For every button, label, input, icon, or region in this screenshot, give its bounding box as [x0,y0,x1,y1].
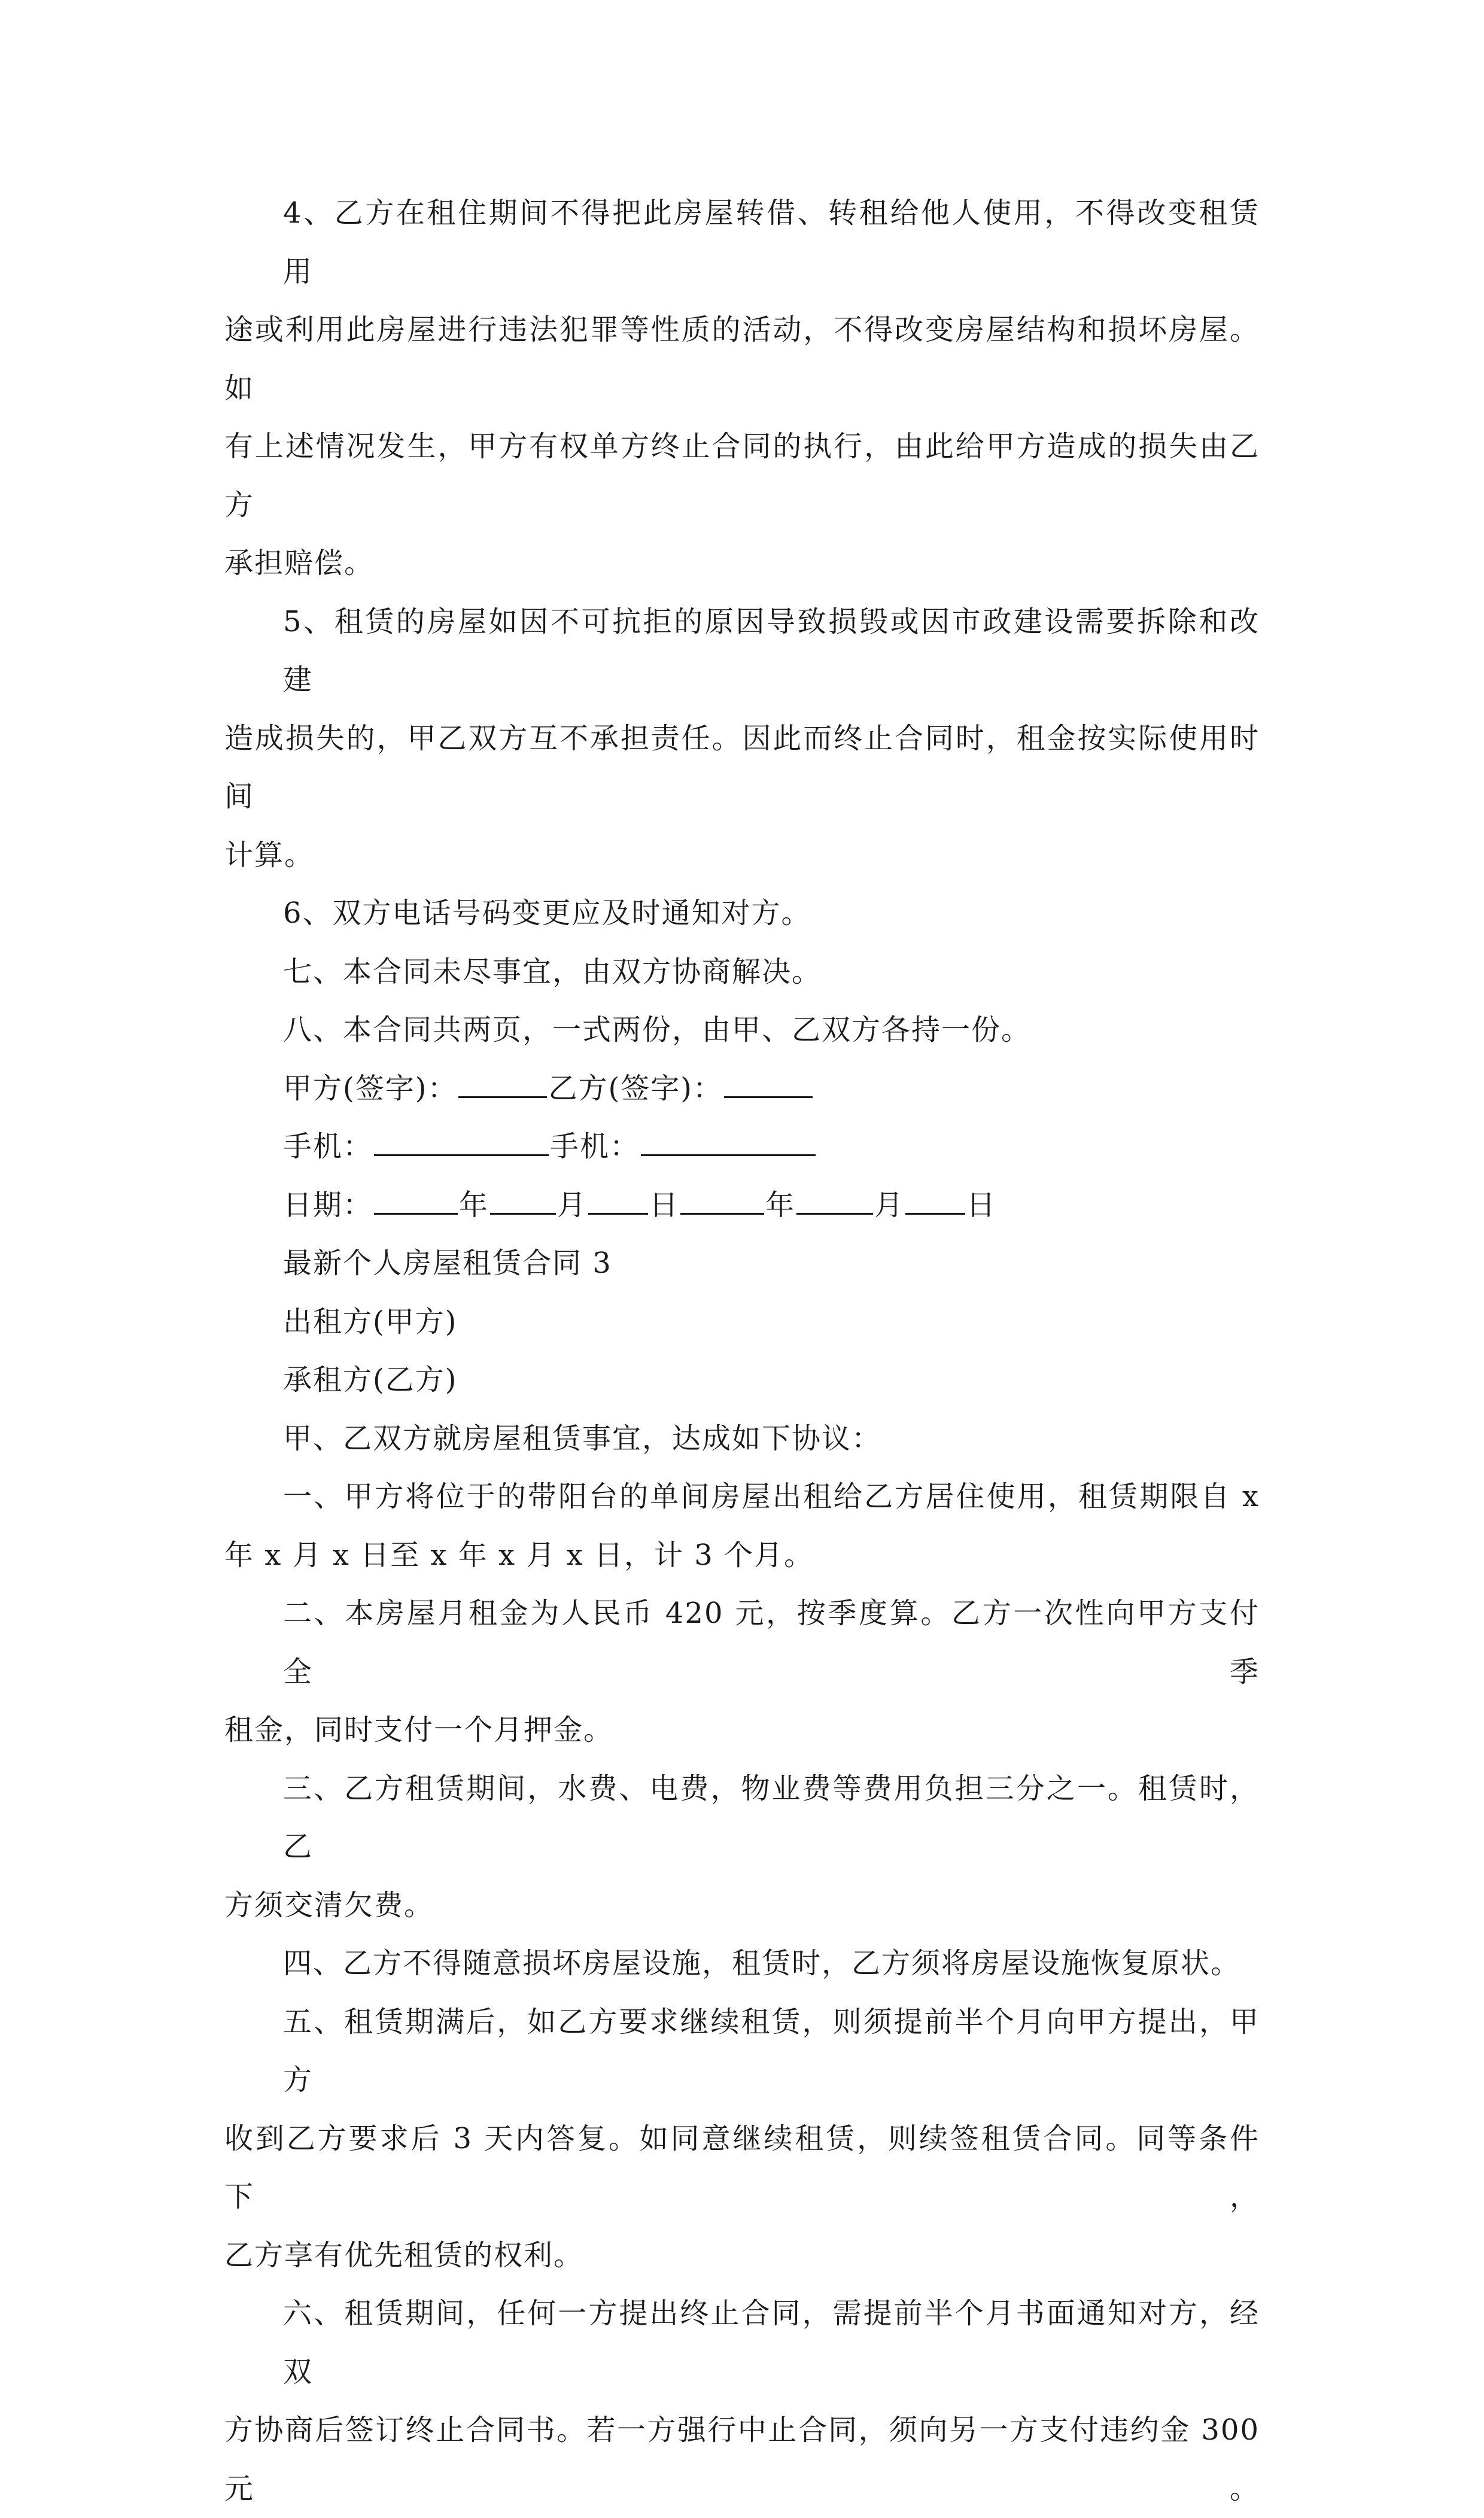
party-a-month-blank[interactable] [490,1189,556,1215]
lessee-label: 承租方(乙方) [283,1363,458,1397]
clause-5 [224,593,1260,885]
party-b-sign-label: 乙方(签字)： [548,1071,723,1105]
contract-3-article-5 [224,1993,1260,2285]
day-label: 日 [649,1188,680,1222]
lessor-label: 出租方(甲方) [283,1304,458,1339]
party-b-phone-label: 手机： [550,1130,640,1163]
contract-3-intro: 甲、乙双方就房屋租赁事宜，达成如下协议： [283,1421,882,1455]
contract-3-article-6 [224,2285,1260,2518]
party-a-phone-blank[interactable] [374,1130,549,1156]
clause-4-line: 有上述情况发生，甲方有权单方终止合同的执行，由此给甲方造成的损失由乙方 [224,430,1260,522]
party-b-year-blank[interactable] [680,1189,764,1215]
article-8: 八、本合同共两页，一式两份，由甲、乙双方各持一份。 [283,1013,1032,1047]
date-line [224,1176,1260,1235]
party-b-phone-blank[interactable] [641,1130,816,1156]
year-label: 年 [459,1188,489,1222]
party-b-day-blank[interactable] [905,1189,965,1215]
article-line: 二、本房屋月租金为人民币 420 元，按季度算。乙方一次性向甲方支付全季 [283,1596,1260,1689]
clause-4-line: 承担赔偿。 [224,546,375,580]
month-label: 月 [874,1188,905,1222]
party-a-year-blank[interactable] [374,1189,458,1215]
party-b-month-blank[interactable] [796,1189,873,1215]
date-label: 日期： [283,1188,373,1222]
clause-4-line: 途或利用此房屋进行违法犯罪等性质的活动，不得改变房屋结构和损坏房屋。如 [224,313,1260,405]
contract-3-article-3 [224,1760,1260,1935]
party-a-phone-label: 手机： [283,1130,373,1163]
contract-3-article-1 [224,1468,1260,1585]
contract-body [224,184,1260,2518]
article-line: 租金，同时支付一个月押金。 [224,1713,614,1747]
article-line: 方协商后签订终止合同书。若一方强行中止合同，须向另一方支付违约金 300 元。 [224,2413,1260,2505]
article-7: 七、本合同未尽事宜，由双方协商解决。 [283,954,822,989]
article-line: 方须交清欠费。 [224,1888,434,1922]
article-line: 六、租赁期间，任何一方提出终止合同，需提前半个月书面通知对方，经双 [283,2297,1260,2389]
year-label: 年 [765,1188,796,1222]
article-line: 乙方享有优先租赁的权利。 [224,2238,584,2272]
day-label: 日 [966,1188,997,1222]
contract-3-article-4: 四、乙方不得随意损坏房屋设施，租赁时，乙方须将房屋设施恢复原状。 [283,1947,1241,1980]
party-a-sign-label: 甲方(签字)： [283,1071,458,1105]
article-line: 年 x 月 x 日至 x 年 x 月 x 日，计 3 个月。 [224,1538,814,1572]
signature-line [224,1060,1260,1118]
clause-4 [224,184,1260,593]
article-line: 收到乙方要求后 3 天内答复。如同意继续租赁，则续签租赁合同。同等条件下， [224,2121,1260,2213]
phone-line [224,1118,1260,1176]
article-line: 一、甲方将位于的带阳台的单间房屋出租给乙方居住使用，租赁期限自 x [283,1480,1260,1513]
clause-5-line: 计算。 [224,838,315,872]
month-label: 月 [557,1188,588,1222]
contract-3-title: 最新个人房屋租赁合同 3 [283,1246,612,1280]
party-a-day-blank[interactable] [588,1189,648,1215]
clause-6: 6、双方电话号码变更应及时通知对方。 [283,896,811,930]
clause-5-line: 造成损失的，甲乙双方互不承担责任。因此而终止合同时，租金按实际使用时间 [224,721,1260,813]
party-a-sign-blank[interactable] [458,1072,547,1098]
clause-5-line: 5、租赁的房屋如因不可抗拒的原因导致损毁或因市政建设需要拆除和改建 [283,604,1260,697]
contract-3-article-2 [224,1585,1260,1760]
clause-4-line: 4、乙方在租住期间不得把此房屋转借、转租给他人使用，不得改变租赁用 [283,196,1260,288]
article-line: 五、租赁期满后，如乙方要求继续租赁，则须提前半个月向甲方提出，甲方 [283,2005,1260,2097]
party-b-sign-blank[interactable] [724,1072,813,1098]
article-line: 三、乙方租赁期间，水费、电费，物业费等费用负担三分之一。租赁时，乙 [283,1771,1260,1863]
